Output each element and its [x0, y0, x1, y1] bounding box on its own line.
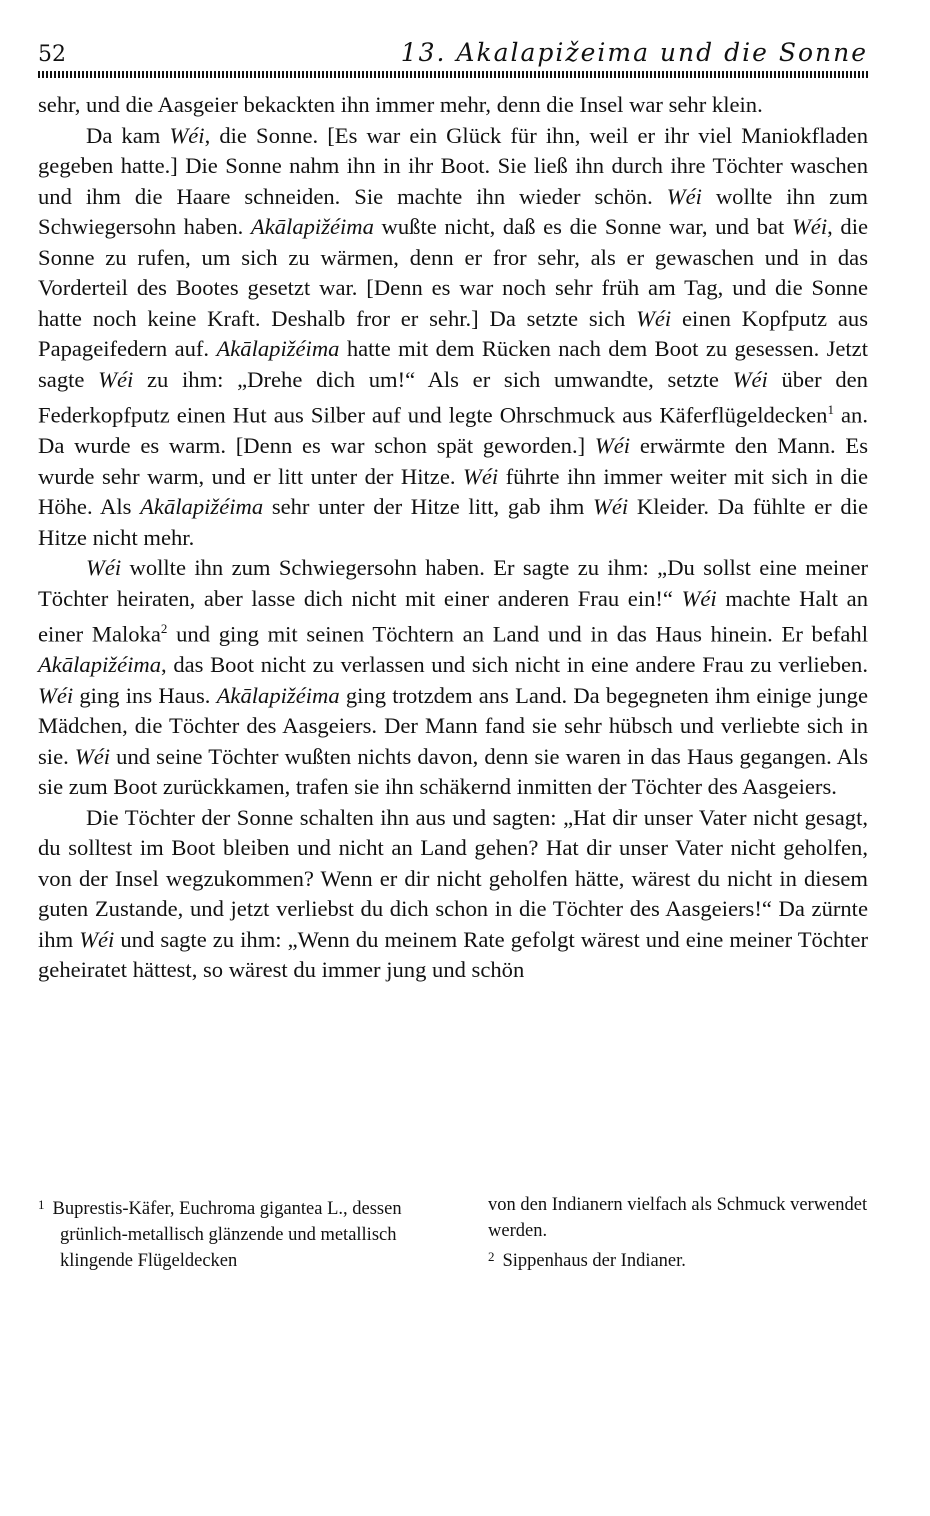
book-page: [38, 38, 868, 986]
name-italic: Akālapižéima: [216, 336, 340, 361]
footnote-2: [488, 1244, 868, 1274]
name-italic: Wéi: [169, 122, 205, 148]
text-run: wußte nicht, daß es die Sonne war, und bat: [373, 214, 792, 239]
footnote-reference: 2: [160, 621, 168, 637]
name-italic: Wéi: [86, 555, 122, 581]
name-italic: Wéi: [98, 366, 134, 392]
text-run: und sagte zu ihm: „Wenn du meinem Rate gefolgt wärest und eine meiner Töchter geheiratet hättest, so wärest du immer jung und schön: [38, 926, 868, 983]
text-run: an. Da wurde es warm. [Denn es war schon spät geworden.]: [38, 402, 868, 459]
name-italic: Akālapižéima: [216, 682, 340, 708]
text-run: hatte mit dem Rücken nach dem Boot zu gesessen. Jetzt sagte: [38, 336, 868, 392]
text-run: sehr unter der Hitze litt, gab ihm: [263, 494, 594, 520]
text-run: , das Boot nicht zu verlassen und sich nicht in eine andere Frau zu verlieben.: [161, 652, 868, 678]
name-italic: Wéi: [594, 433, 631, 459]
text-run: , die Sonne. [Es war ein Glück für ihn, weil er ihr viel Maniokfladen gegeben hatte.] Die Sonne nahm ihn in ihr Boot. Sie ließ ihn durch ihre Töchter waschen und ihm die Haare schneiden. Sie machte ihn wieder schön.: [38, 122, 868, 209]
name-italic: Akālapižéima: [38, 652, 161, 678]
text-run: Die Töchter der Sonne schalten ihn aus und sagten: „Hat dir unser Vater nicht gesagt, du solltest im Boot bleiben und nicht an Land gehen? Hat dir unser Vater nicht geholfen, von der Insel wegzukommen? Wenn er dir nicht geholfen hätte, wärest du nicht in diesem guten Zustande, und jetzt verliebst du dich schon in die Töchter des Aasgeiers!“ Da zürnte ihm: [38, 804, 868, 952]
name-italic: Wéi: [666, 183, 702, 209]
footnote-1-text: Buprestis-Käfer, Euchroma gigantea L., dessen grünlich-metallisch glänzende und metallisch klingende Flügeldecken: [52, 1199, 402, 1271]
footnote-1-marker: 1: [38, 1197, 45, 1212]
page-header: [38, 38, 868, 80]
name-italic: Akālapižéima: [140, 494, 264, 520]
name-italic: Wéi: [681, 585, 717, 611]
text-run: einen Kopfputz aus Papageifedern auf.: [38, 305, 868, 361]
footnote-column-left: [38, 1192, 433, 1274]
text-run: zu ihm: „Drehe dich um!“ Als er sich umwandte, setzte: [133, 366, 733, 392]
text-run: erwärmte den Mann. Es wurde sehr warm, und er litt unter der Hitze.: [38, 433, 868, 489]
name-italic: Wéi: [732, 366, 768, 392]
text-run: führte ihn immer weiter mit sich in die Höhe. Als: [38, 463, 868, 520]
text-run: sehr, und die Aasgeier bekackten ihn immer mehr, denn die Insel war sehr klein.: [38, 92, 763, 117]
footnotes: [38, 1192, 868, 1274]
body-text: [38, 90, 868, 986]
page-number: 52: [38, 42, 66, 67]
text-run: , die Sonne zu rufen, um sich zu wärmen, denn er fror sehr, als er gewaschen und in das Vorderteil des Bootes gesetzt war. [Denn es war noch sehr früh am Tag, und die Sonne hatte noch keine Kraft. Deshalb fror er sehr.] Da setzte sich: [38, 214, 868, 331]
footnote-2-marker: 2: [488, 1249, 495, 1264]
name-italic: Wéi: [593, 494, 629, 520]
text-run: über den Federkopfputz einen Hut aus Silber auf und legte Ohrschmuck aus Käferflügeldecken: [38, 366, 868, 428]
text-run: machte Halt an einer Maloka: [38, 585, 869, 647]
text-run: ging trotzdem ans Land. Da begegneten ihm einige junge Mädchen, die Töchter des Aasgeiers. Der Mann fand sie sehr hübsch und verliebte sich in sie.: [38, 682, 868, 769]
paragraph: [38, 553, 868, 803]
text-run: wollte ihn zum Schwiegersohn haben. Er sagte zu ihm: „Du sollst eine meiner Töchter heiraten, aber lasse dich nicht mit einer anderen Frau ein!“: [38, 555, 868, 611]
text-run: Kleider. Da fühlte er die Hitze nicht mehr.: [38, 494, 869, 550]
footnote-2-text: Sippenhaus der Indianer.: [502, 1251, 686, 1271]
text-run: wollte ihn zum Schwiegersohn haben.: [38, 183, 868, 239]
name-italic: Wéi: [463, 463, 499, 489]
header-rule: [38, 71, 868, 78]
name-italic: Wéi: [79, 926, 115, 952]
footnote-reference: 1: [827, 402, 834, 417]
text-run: Da kam: [86, 122, 170, 148]
text-run: ging ins Haus.: [73, 682, 217, 708]
name-italic: Akālapižéima: [250, 214, 374, 239]
paragraph: [38, 121, 868, 554]
text-run: und ging mit seinen Töchtern an Land und in das Haus hinein. Er befahl: [167, 621, 868, 647]
footnote-column-right: [488, 1192, 868, 1274]
paragraph: [38, 90, 868, 121]
footnote-1-continuation: von den Indianern vielfach als Schmuck verwendet werden.: [488, 1195, 868, 1241]
name-italic: Wéi: [74, 743, 111, 769]
footnote-1: [38, 1192, 433, 1274]
paragraph: [38, 803, 868, 986]
running-title: 13. Akalapižeima und die Sonne: [400, 38, 868, 67]
name-italic: Wéi: [38, 682, 74, 708]
name-italic: Wéi: [636, 305, 672, 331]
name-italic: Wéi: [791, 214, 828, 239]
text-run: und seine Töchter wußten nichts davon, denn sie waren in das Haus gegangen. Als sie zum Boot zurückkamen, trafen sie ihn schäkernd inmitten der Töchter des Aasgeiers.: [38, 743, 868, 800]
